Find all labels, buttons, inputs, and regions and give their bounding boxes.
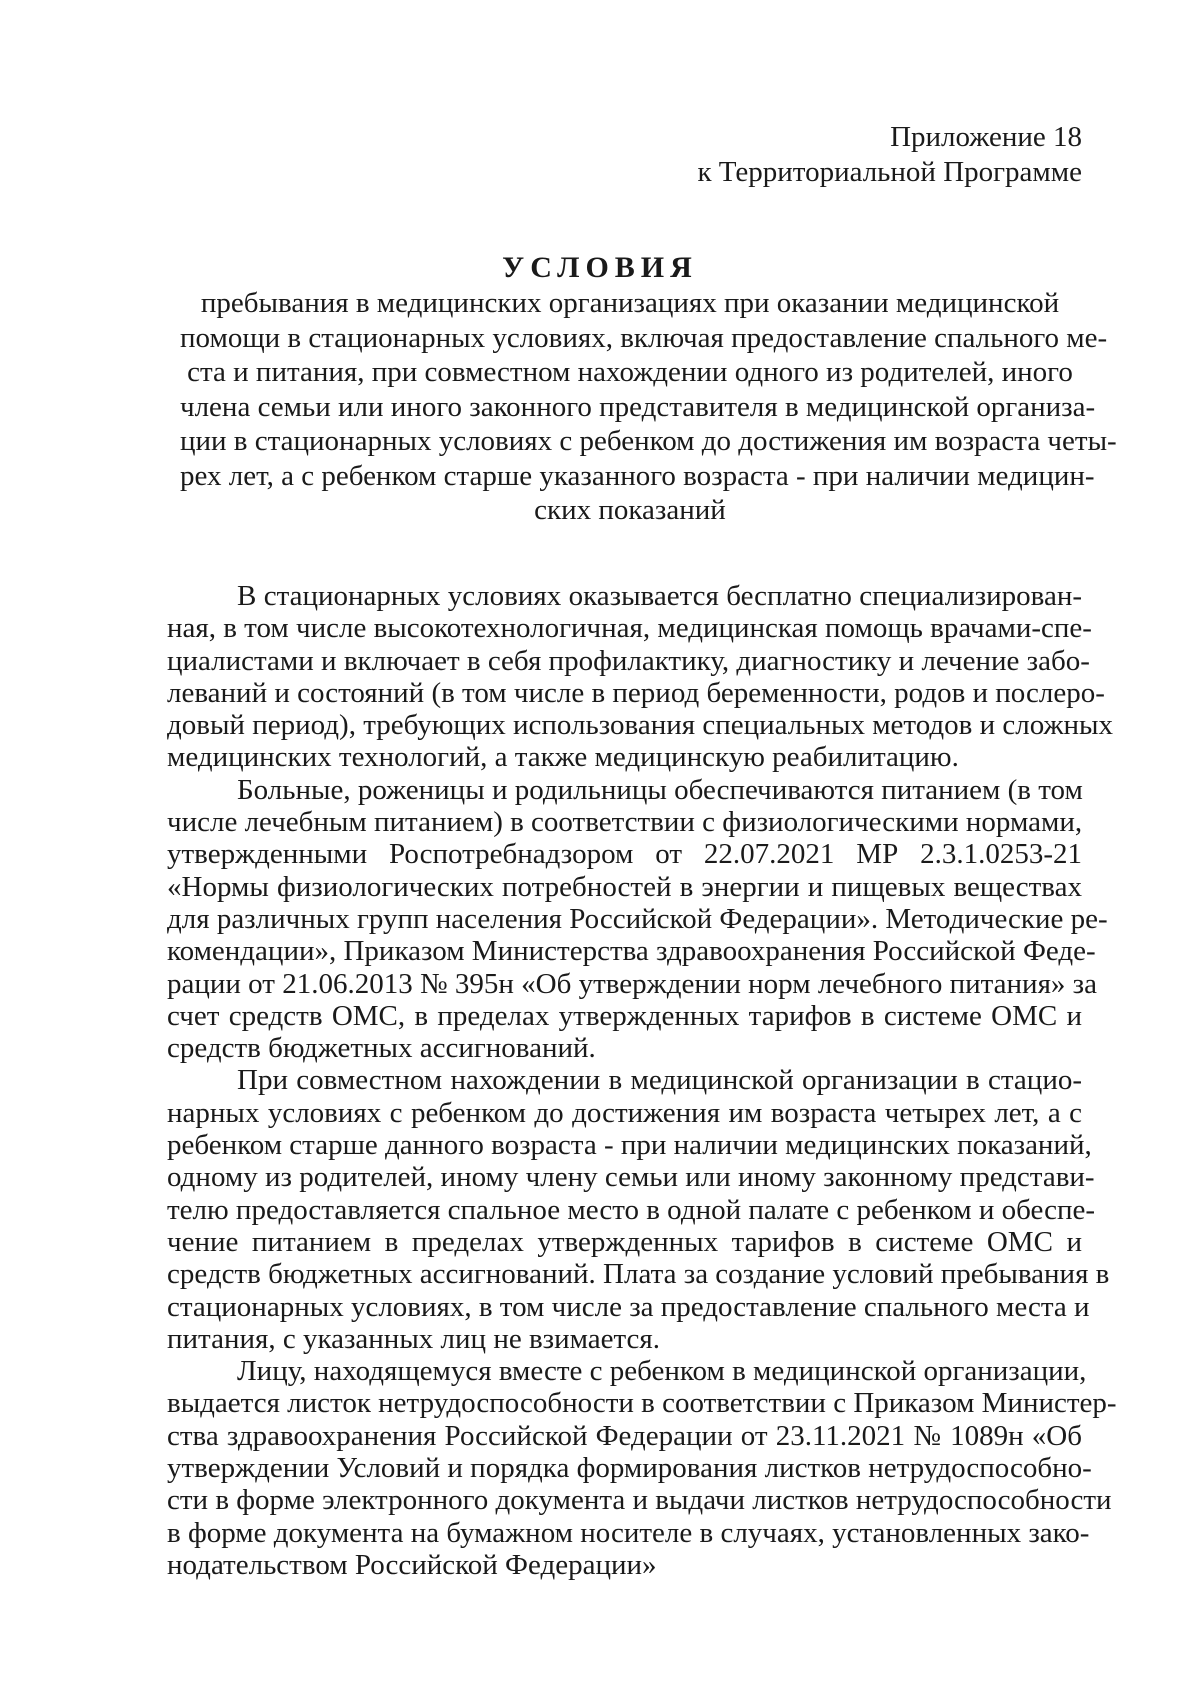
text-line: При совместном нахождении в медицинской организации в стацио- bbox=[237, 1064, 1082, 1097]
paragraph-sick-leave bbox=[167, 1355, 1117, 1581]
text-line: в форме документа на бумажном носителе в случаях, установленных зако- bbox=[167, 1516, 1090, 1549]
text-line: счет средств ОМС, в пределах утвержденных тарифов в системе ОМС и bbox=[167, 999, 1082, 1032]
text-line: питания, с указанных лиц не взимается. bbox=[167, 1322, 661, 1355]
text-line: телю предоставляется спальное место в одной палате с ребенком и обеспе- bbox=[167, 1193, 1095, 1226]
document-subtitle bbox=[180, 286, 1117, 528]
appendix-reference: к Территориальной Программе bbox=[697, 156, 1082, 188]
subtitle-line: ских показаний bbox=[534, 494, 726, 526]
text-line: числе лечебным питанием) в соответствии с физиологическими нормами, bbox=[167, 806, 1083, 839]
text-line: Лицу, находящемуся вместе с ребенком в медицинской организации, bbox=[237, 1355, 1087, 1388]
paragraph-inpatient-care bbox=[167, 580, 1114, 774]
text-line: утвержденными Роспотребнадзором от 22.07.2021 МР 2.3.1.0253-21 bbox=[167, 838, 1082, 871]
text-line: рации от 21.06.2013 № 395н «Об утверждении норм лечебного питания» за bbox=[167, 967, 1097, 1000]
text-line: Больные, роженицы и родильницы обеспечиваются питанием (в том bbox=[237, 773, 1083, 806]
subtitle-line: ции в стационарных условиях с ребенком до достижения им возраста четы- bbox=[180, 425, 1117, 457]
document-body bbox=[167, 580, 1117, 1581]
paragraph-joint-stay bbox=[167, 1064, 1110, 1355]
text-line: В стационарных условиях оказывается бесплатно специализирован- bbox=[237, 580, 1082, 612]
text-line: выдается листок нетрудоспособности в соответствии с Приказом Министер- bbox=[167, 1387, 1117, 1420]
paragraph-nutrition bbox=[167, 773, 1108, 1065]
text-line: ная, в том числе высокотехнологичная, медицинская помощь врачами-спе- bbox=[167, 612, 1092, 645]
appendix-number: Приложение 18 bbox=[890, 121, 1082, 153]
text-line: средств бюджетных ассигнований. Плата за создание условий пребывания в bbox=[167, 1258, 1110, 1291]
subtitle-line: рех лет, а с ребенком старше указанного возраста - при наличии медицин- bbox=[180, 459, 1095, 492]
text-line: ребенком старше данного возраста - при наличии медицинских показаний, bbox=[167, 1129, 1092, 1162]
text-line: чение питанием в пределах утвержденных тарифов в системе ОМС и bbox=[167, 1225, 1082, 1258]
subtitle-line: помощи в стационарных условиях, включая предоставление спального ме- bbox=[180, 321, 1108, 354]
text-line: нодательством Российской Федерации» bbox=[167, 1548, 657, 1581]
text-line: для различных групп населения Российской Федерации». Методические ре- bbox=[167, 902, 1108, 935]
subtitle-line: ста и питания, при совместном нахождении одного из родителей, иного bbox=[187, 356, 1073, 388]
text-line: нарных условиях с ребенком до достижения им возраста четырех лет, а с bbox=[167, 1096, 1082, 1129]
text-line: комендации», Приказом Министерства здравоохранения Российской Феде- bbox=[167, 935, 1096, 968]
text-line: ства здравоохранения Российской Федерации от 23.11.2021 № 1089н «Об bbox=[167, 1419, 1082, 1452]
subtitle-line: пребывания в медицинских организациях при оказании медицинской bbox=[200, 287, 1060, 319]
subtitle-line: члена семьи или иного законного представителя в медицинской организа- bbox=[180, 390, 1096, 423]
text-line: леваний и состояний (в том числе в период беременности, родов и послеро- bbox=[167, 676, 1105, 709]
text-line: довый период), требующих использования специальных методов и сложных bbox=[167, 709, 1114, 742]
text-line: стационарных условиях, в том числе за предоставление спального места и bbox=[167, 1290, 1090, 1323]
appendix-header bbox=[697, 120, 1082, 190]
text-line: циалистами и включает в себя профилактику, диагностику и лечение забо- bbox=[167, 644, 1090, 677]
document-title: УСЛОВИЯ bbox=[502, 251, 698, 284]
text-line: утверждении Условий и порядка формирования листков нетрудоспособно- bbox=[167, 1452, 1092, 1485]
text-line: медицинских технологий, а также медицинскую реабилитацию. bbox=[167, 741, 959, 774]
text-line: средств бюджетных ассигнований. bbox=[167, 1032, 596, 1065]
text-line: «Нормы физиологических потребностей в энергии и пищевых веществах bbox=[167, 870, 1082, 903]
text-line: сти в форме электронного документа и выдачи листков нетрудоспособности bbox=[167, 1484, 1112, 1517]
text-line: одному из родителей, иному члену семьи или иному законному представи- bbox=[167, 1161, 1095, 1194]
